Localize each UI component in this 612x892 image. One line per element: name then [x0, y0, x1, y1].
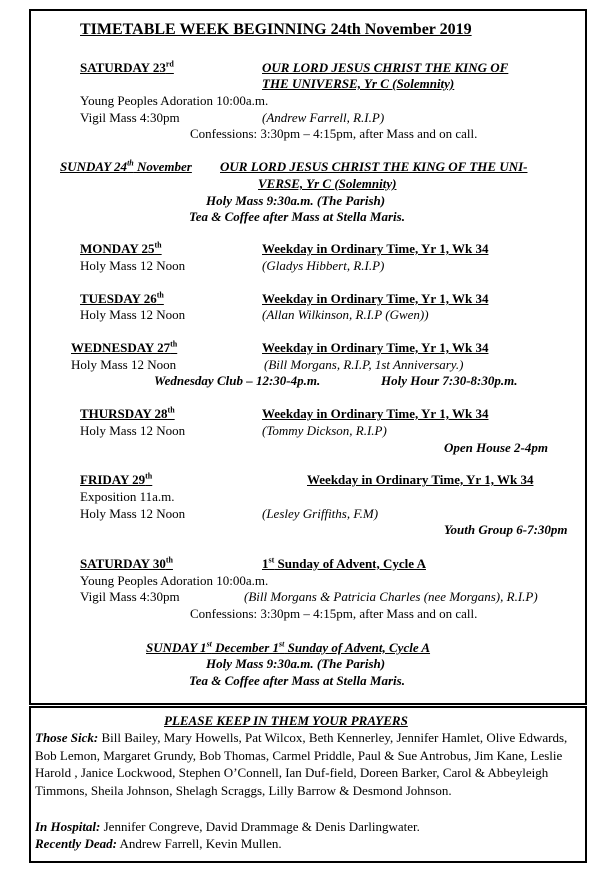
sun1-heading: SUNDAY 1st December 1st Sunday of Advent, Cycle A [146, 639, 431, 655]
sat23-adoration: Young Peoples Adoration 10:00a.m. [80, 93, 269, 108]
fri-day: FRIDAY 29th [80, 471, 153, 487]
mon-mass: Holy Mass 12 Noon [80, 258, 186, 273]
thu-intention: (Tommy Dickson, R.I.P) [262, 423, 387, 438]
wed-mass: Holy Mass 12 Noon [71, 357, 177, 372]
sat23-feast-line2: THE UNIVERSE, Yr C (Solemnity) [262, 76, 455, 91]
thu-feast: Weekday in Ordinary Time, Yr 1, Wk 34 [262, 406, 489, 421]
sat30-vigil-intention: (Bill Morgans & Patricia Charles (nee Morgans), R.I.P) [244, 589, 538, 604]
sat30-confessions: Confessions: 3:30pm – 4:15pm, after Mass and on call. [190, 606, 478, 621]
sun24-mass: Holy Mass 9:30a.m. (The Parish) [206, 193, 386, 208]
sun24-feast-line2: VERSE, Yr C (Solemnity) [258, 176, 397, 191]
wed-feast: Weekday in Ordinary Time, Yr 1, Wk 34 [262, 340, 489, 355]
fri-feast: Weekday in Ordinary Time, Yr 1, Wk 34 [307, 472, 534, 487]
mon-day: MONDAY 25th [80, 240, 162, 256]
thu-open-house: Open House 2-4pm [444, 440, 548, 455]
wed-day: WEDNESDAY 27th [71, 339, 178, 355]
wed-club: Wednesday Club – 12:30-4p.m. [154, 373, 321, 388]
tue-feast: Weekday in Ordinary Time, Yr 1, Wk 34 [262, 291, 489, 306]
sat23-vigil-mass: Vigil Mass 4:30pm [80, 110, 180, 125]
fri-youth-group: Youth Group 6-7:30pm [444, 522, 568, 537]
those-sick-label: Those Sick: [35, 730, 99, 745]
fri-mass: Holy Mass 12 Noon [80, 506, 186, 521]
page-title: TIMETABLE WEEK BEGINNING 24th November 2019 [80, 21, 472, 38]
sun24-feast-line1: OUR LORD JESUS CHRIST THE KING OF THE UNI- [220, 159, 528, 174]
in-hospital-names: Jennifer Congreve, David Drammage & Denis Darlingwater. [100, 819, 420, 834]
sat23-day: SATURDAY 23rd [80, 59, 174, 75]
wed-intention: (Bill Morgans, R.I.P, 1st Anniversary.) [264, 357, 464, 372]
sun1-mass: Holy Mass 9:30a.m. (The Parish) [206, 656, 386, 671]
thu-mass: Holy Mass 12 Noon [80, 423, 186, 438]
sun24-tea: Tea & Coffee after Mass at Stella Maris. [189, 209, 405, 224]
tue-intention: (Allan Wilkinson, R.I.P (Gwen)) [262, 307, 429, 322]
sun24-day: SUNDAY 24th November [60, 158, 192, 174]
those-sick-names: Bill Bailey, Mary Howells, Pat Wilcox, Beth Kennerley, Jennifer Hamlet, Olive Edwards, Bob Lemon, Margaret Grundy, Bob Thomas, Carmel Priddle, Paul & Sue Antrobus, Jim Kane, Leslie Harold , Janice Lockwood, Stephen O’Connell, Ian Duf-field, Doreen Barker, Carol & Abbeyleigh Timmons, Sheila Johnson, Shelagh Scraggs, Lilly Barrow & Desmond Johnson. [35, 730, 568, 798]
sat30-day: SATURDAY 30th [80, 555, 173, 571]
recently-dead-names: Andrew Farrell, Kevin Mullen. [116, 836, 282, 851]
sat23-confessions: Confessions: 3:30pm – 4:15pm, after Mass and on call. [190, 126, 478, 141]
sun1-tea: Tea & Coffee after Mass at Stella Maris. [189, 673, 405, 688]
thu-day: THURSDAY 28th [80, 405, 175, 421]
fri-exposition: Exposition 11a.m. [80, 489, 175, 504]
recently-dead-line [35, 835, 581, 853]
mon-intention: (Gladys Hibbert, R.I.P) [262, 258, 385, 273]
recently-dead-label: Recently Dead: [35, 836, 117, 851]
sat30-vigil-mass: Vigil Mass 4:30pm [80, 589, 180, 604]
in-hospital-line [35, 818, 581, 836]
sat30-feast: 1st Sunday of Advent, Cycle A [262, 555, 426, 571]
tue-day: TUESDAY 26th [80, 290, 164, 306]
in-hospital-label: In Hospital: [35, 819, 101, 834]
prayers-heading: PLEASE KEEP IN THEM YOUR PRAYERS [164, 713, 408, 728]
wed-holy-hour: Holy Hour 7:30-8:30p.m. [381, 373, 518, 388]
fri-intention: (Lesley Griffiths, F.M) [262, 506, 379, 521]
tue-mass: Holy Mass 12 Noon [80, 307, 186, 322]
sat23-vigil-intention: (Andrew Farrell, R.I.P) [262, 110, 385, 125]
mon-feast: Weekday in Ordinary Time, Yr 1, Wk 34 [262, 241, 489, 256]
sat30-adoration: Young Peoples Adoration 10:00a.m. [80, 573, 269, 588]
those-sick-paragraph [35, 729, 581, 817]
sat23-feast-line1: OUR LORD JESUS CHRIST THE KING OF [262, 60, 509, 75]
